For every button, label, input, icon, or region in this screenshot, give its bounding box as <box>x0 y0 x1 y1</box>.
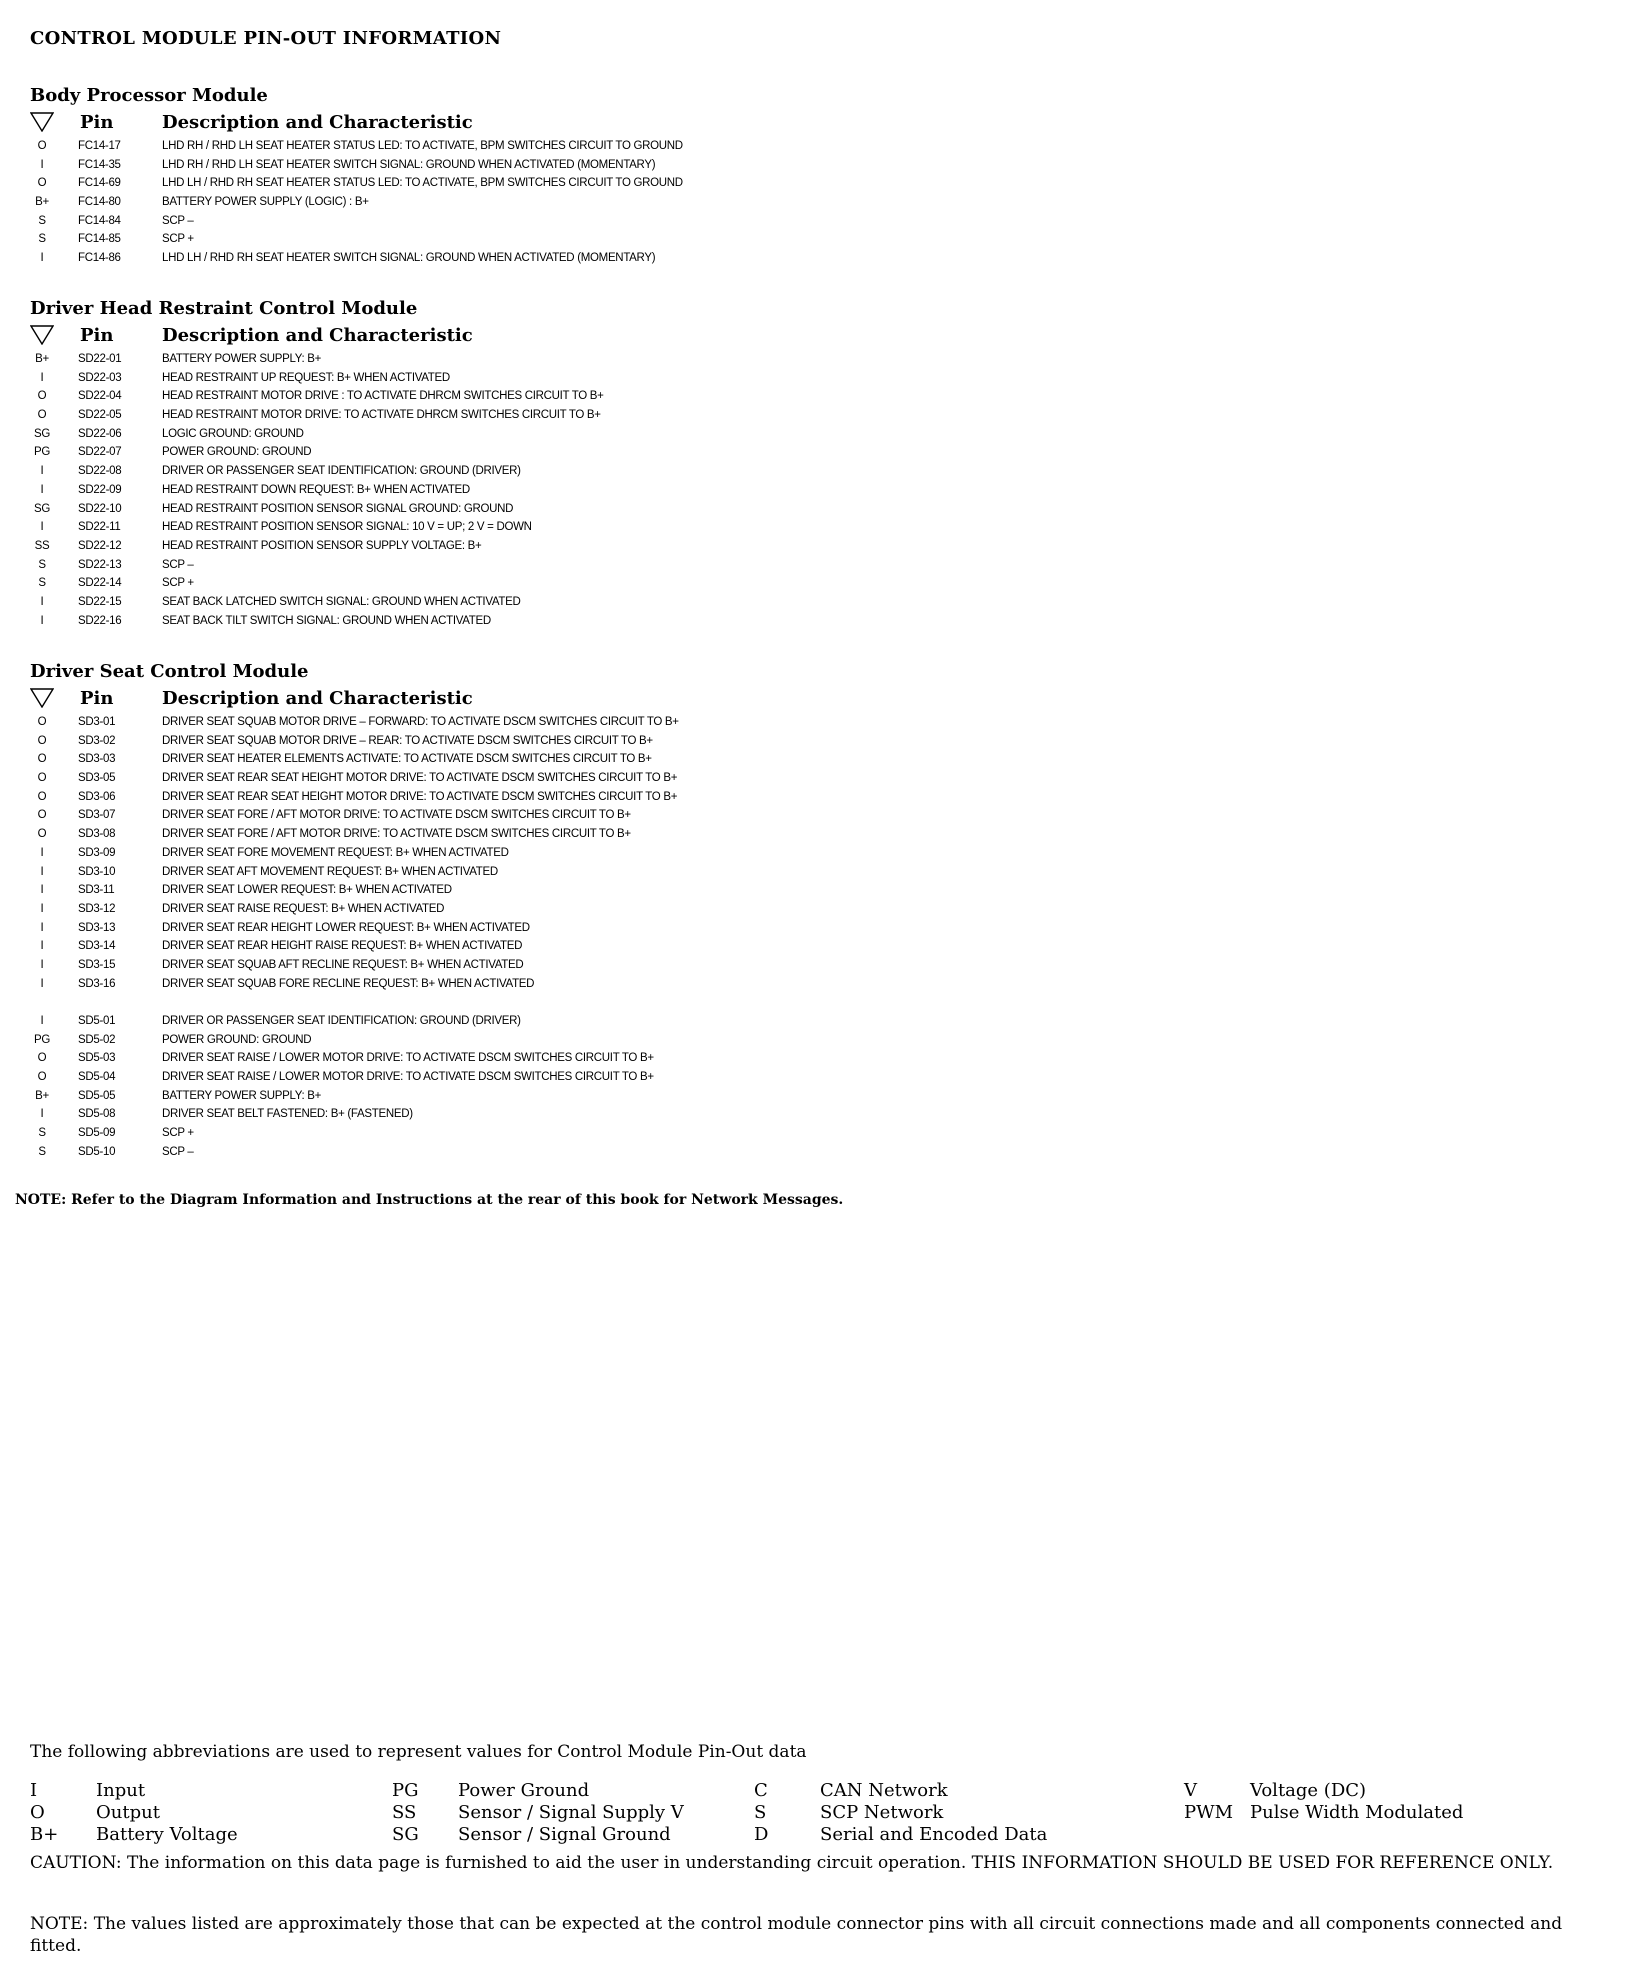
pin-type: O <box>37 716 47 728</box>
pin-number: SD22-14 <box>78 577 122 590</box>
pin-type: SG <box>33 502 50 515</box>
pin-type: S <box>38 233 46 246</box>
pin-type: O <box>37 809 47 822</box>
pin-description: SCP – <box>162 1145 194 1158</box>
pin-type: O <box>37 1052 47 1065</box>
pin-row <box>30 1105 1230 1124</box>
pin-row <box>30 156 1230 175</box>
pin-row <box>30 1087 1230 1106</box>
pin-type: O <box>37 790 47 803</box>
pin-description: HEAD RESTRAINT POSITION SENSOR SIGNAL: 10 V = UP; 2 V = DOWN <box>162 521 532 534</box>
pin-type: I <box>40 521 44 534</box>
pin-type: I <box>40 865 44 878</box>
pin-type: B+ <box>35 1089 49 1102</box>
module-title: Driver Head Restraint Control Module <box>30 298 418 319</box>
pin-row <box>30 956 1230 975</box>
abbreviation-code: SS <box>392 1802 417 1823</box>
pin-row <box>30 249 1230 268</box>
pin-table-header <box>30 109 1230 137</box>
pin-description: DRIVER OR PASSENGER SEAT IDENTIFICATION: GROUND (DRIVER) <box>162 1015 521 1027</box>
pin-type: I <box>40 595 44 608</box>
pin-number: SD3-16 <box>78 977 116 990</box>
pin-row <box>30 1049 1230 1068</box>
pin-number: SD5-09 <box>78 1127 116 1140</box>
module-title: Driver Seat Control Module <box>30 661 309 682</box>
pin-description: SCP + <box>162 577 194 590</box>
pin-column-header: Pin <box>80 325 114 346</box>
pin-type: S <box>38 1127 46 1140</box>
pin-number: SD5-02 <box>78 1033 116 1046</box>
module-section <box>30 659 1230 1162</box>
pin-row <box>30 612 1230 631</box>
pin-number: SD22-15 <box>78 595 122 608</box>
pin-row <box>30 193 1230 212</box>
pin-row <box>30 900 1230 919</box>
pin-row <box>30 593 1230 612</box>
pin-number: SD3-01 <box>78 716 116 728</box>
pin-row <box>30 1031 1230 1050</box>
pin-description: POWER GROUND: GROUND <box>162 446 312 459</box>
pin-type: I <box>40 371 44 384</box>
pin-number: SD3-05 <box>78 772 116 785</box>
pin-table-header <box>30 322 1230 350</box>
pin-type: O <box>37 177 47 190</box>
pin-row <box>30 212 1230 231</box>
pin-row <box>30 425 1230 444</box>
pin-description: SCP + <box>162 1127 194 1140</box>
pin-description: DRIVER SEAT RAISE REQUEST: B+ WHEN ACTIVATED <box>162 902 445 915</box>
pin-description: SCP – <box>162 558 194 571</box>
pin-number: SD3-14 <box>78 940 116 953</box>
pin-number: SD5-01 <box>78 1015 116 1027</box>
pin-number: SD5-03 <box>78 1052 116 1065</box>
pin-description: DRIVER SEAT FORE / AFT MOTOR DRIVE: TO ACTIVATE DSCM SWITCHES CIRCUIT TO B+ <box>162 828 631 841</box>
pin-number: FC14-86 <box>78 252 121 265</box>
pin-type: I <box>40 884 44 897</box>
pin-description: HEAD RESTRAINT POSITION SENSOR SUPPLY VOLTAGE: B+ <box>162 539 482 552</box>
pin-table-header <box>30 685 1230 713</box>
connector-triangle-icon <box>30 688 54 708</box>
pin-description: DRIVER SEAT SQUAB MOTOR DRIVE – REAR: TO ACTIVATE DSCM SWITCHES CIRCUIT TO B+ <box>162 734 653 747</box>
pin-number: SD3-12 <box>78 902 116 915</box>
values-note: NOTE: The values listed are approximately those that can be expected at the control module connector pins with all circuit connections made and all components connected and fitted. <box>30 1914 1563 1956</box>
pin-type: B+ <box>35 196 49 209</box>
pin-description: HEAD RESTRAINT POSITION SENSOR SIGNAL GROUND: GROUND <box>162 502 514 515</box>
pin-row <box>30 769 1230 788</box>
pin-number: SD22-13 <box>78 558 122 571</box>
pin-row <box>30 1068 1230 1087</box>
pin-number: FC14-35 <box>78 158 121 171</box>
pin-description: SCP – <box>162 214 194 227</box>
pin-number: SD3-09 <box>78 846 116 859</box>
pin-row <box>30 975 1230 994</box>
abbreviation-meaning: Power Ground <box>458 1780 590 1801</box>
pin-number: SD22-05 <box>78 409 122 422</box>
pin-number: SD3-13 <box>78 921 116 934</box>
pin-number: FC14-69 <box>78 177 121 190</box>
pin-type: SS <box>34 539 50 552</box>
abbreviation-code: SG <box>392 1824 419 1845</box>
module-section <box>30 296 1230 630</box>
pin-type: I <box>40 1015 44 1027</box>
network-note: NOTE: Refer to the Diagram Information and Instructions at the rear of this book for Network Messages. <box>15 1192 844 1208</box>
abbreviation-meaning: Battery Voltage <box>96 1824 238 1845</box>
abbreviation-code: V <box>1184 1780 1197 1801</box>
pin-row <box>30 732 1230 751</box>
pin-row <box>30 863 1230 882</box>
pin-description: DRIVER SEAT HEATER ELEMENTS ACTIVATE: TO ACTIVATE DSCM SWITCHES CIRCUIT TO B+ <box>162 753 652 766</box>
pin-number: SD22-03 <box>78 371 122 384</box>
pin-number: SD5-08 <box>78 1108 116 1121</box>
pin-description: HEAD RESTRAINT MOTOR DRIVE : TO ACTIVATE DHRCM SWITCHES CIRCUIT TO B+ <box>162 390 604 403</box>
pin-description: POWER GROUND: GROUND <box>162 1033 312 1046</box>
pin-row <box>30 174 1230 193</box>
abbreviation-meaning: Pulse Width Modulated <box>1250 1802 1464 1823</box>
pin-number: SD3-08 <box>78 828 116 841</box>
pin-description: SEAT BACK TILT SWITCH SIGNAL: GROUND WHEN ACTIVATED <box>162 614 491 627</box>
pin-row <box>30 574 1230 593</box>
description-column-header: Description and Characteristic <box>162 325 473 346</box>
pin-row <box>30 806 1230 825</box>
abbreviation-code: O <box>30 1802 45 1823</box>
pin-row <box>30 350 1230 369</box>
pin-number: SD22-11 <box>78 521 121 534</box>
pin-number: SD22-01 <box>78 353 122 365</box>
pin-number: SD5-05 <box>78 1089 116 1102</box>
abbreviation-code: I <box>30 1780 38 1801</box>
pin-row <box>30 1143 1230 1162</box>
pin-number: SD3-03 <box>78 753 116 766</box>
pin-type: I <box>40 940 44 953</box>
pin-type: I <box>40 483 44 496</box>
pin-type: PG <box>33 446 50 459</box>
pin-type: S <box>38 577 46 590</box>
page-title: CONTROL MODULE PIN-OUT INFORMATION <box>30 28 502 49</box>
abbreviation-meaning: Serial and Encoded Data <box>820 1824 1048 1845</box>
caution-text: CAUTION: The information on this data page is furnished to aid the user in understanding circuit operation. THIS INFORMATION SHOULD BE USED FOR REFERENCE ONLY. <box>30 1853 1554 1873</box>
pin-description: DRIVER SEAT BELT FASTENED: B+ (FASTENED) <box>162 1108 413 1121</box>
pin-row <box>30 1012 1230 1031</box>
pin-description: LHD LH / RHD RH SEAT HEATER SWITCH SIGNAL: GROUND WHEN ACTIVATED (MOMENTARY) <box>162 252 656 265</box>
abbreviation-meaning: Voltage (DC) <box>1250 1780 1367 1801</box>
pin-number: SD3-02 <box>78 734 116 747</box>
pin-description: DRIVER SEAT REAR SEAT HEIGHT MOTOR DRIVE: TO ACTIVATE DSCM SWITCHES CIRCUIT TO B+ <box>162 772 678 785</box>
pin-type: O <box>37 409 47 422</box>
abbreviation-meaning: Sensor / Signal Ground <box>458 1824 671 1845</box>
pin-number: SD3-07 <box>78 809 116 822</box>
pin-row <box>30 1124 1230 1143</box>
pin-description: LHD RH / RHD LH SEAT HEATER SWITCH SIGNAL: GROUND WHEN ACTIVATED (MOMENTARY) <box>162 158 656 171</box>
pin-type: O <box>37 1071 47 1084</box>
pin-description: LHD LH / RHD RH SEAT HEATER STATUS LED: TO ACTIVATE, BPM SWITCHES CIRCUIT TO GROUND <box>162 177 683 190</box>
pin-number: SD3-11 <box>78 884 115 897</box>
pin-type: O <box>37 772 47 785</box>
abbreviations-intro: The following abbreviations are used to represent values for Control Module Pin-Out data <box>30 1742 807 1762</box>
pin-type: S <box>38 558 46 571</box>
pin-type: I <box>40 1108 44 1121</box>
pin-description: LOGIC GROUND: GROUND <box>162 427 304 440</box>
abbreviation-meaning: SCP Network <box>820 1802 944 1823</box>
description-column-header: Description and Characteristic <box>162 688 473 709</box>
pin-row <box>30 919 1230 938</box>
pin-row <box>30 462 1230 481</box>
pin-row <box>30 137 1230 156</box>
pin-type: O <box>37 828 47 841</box>
pin-row <box>30 481 1230 500</box>
pin-type: S <box>38 1145 46 1158</box>
pin-description: DRIVER OR PASSENGER SEAT IDENTIFICATION: GROUND (DRIVER) <box>162 465 521 478</box>
pin-description: DRIVER SEAT SQUAB FORE RECLINE REQUEST: B+ WHEN ACTIVATED <box>162 977 535 990</box>
pin-number: FC14-84 <box>78 214 121 227</box>
pin-description: DRIVER SEAT LOWER REQUEST: B+ WHEN ACTIVATED <box>162 884 452 897</box>
pin-description: DRIVER SEAT FORE / AFT MOTOR DRIVE: TO ACTIVATE DSCM SWITCHES CIRCUIT TO B+ <box>162 809 631 822</box>
pin-type: I <box>40 921 44 934</box>
pin-column-header: Pin <box>80 112 114 133</box>
pin-row <box>30 537 1230 556</box>
pin-description: HEAD RESTRAINT MOTOR DRIVE: TO ACTIVATE DHRCM SWITCHES CIRCUIT TO B+ <box>162 409 601 422</box>
pin-row <box>30 518 1230 537</box>
abbreviation-code: B+ <box>30 1824 59 1845</box>
pin-type: O <box>37 140 47 152</box>
pin-type: I <box>40 252 44 265</box>
pin-number: SD5-04 <box>78 1071 116 1084</box>
pin-type: I <box>40 158 44 171</box>
abbreviation-meaning: Sensor / Signal Supply V <box>458 1802 684 1823</box>
pin-number: SD5-10 <box>78 1145 116 1158</box>
abbreviation-meaning: Output <box>96 1802 160 1823</box>
pin-number: SD22-10 <box>78 502 122 515</box>
pin-type: O <box>37 734 47 747</box>
pin-type: I <box>40 846 44 859</box>
abbreviation-code: PWM <box>1184 1802 1234 1823</box>
pin-description: SEAT BACK LATCHED SWITCH SIGNAL: GROUND WHEN ACTIVATED <box>162 595 521 608</box>
pin-description: DRIVER SEAT REAR HEIGHT LOWER REQUEST: B+ WHEN ACTIVATED <box>162 921 530 934</box>
pin-type: B+ <box>35 353 49 365</box>
pin-row <box>30 750 1230 769</box>
pin-row <box>30 387 1230 406</box>
pin-description: DRIVER SEAT FORE MOVEMENT REQUEST: B+ WHEN ACTIVATED <box>162 846 509 859</box>
pin-number: SD3-06 <box>78 790 116 803</box>
pin-row <box>30 406 1230 425</box>
pin-row <box>30 937 1230 956</box>
pin-row <box>30 230 1230 249</box>
pin-number: SD22-09 <box>78 483 122 496</box>
pin-row <box>30 844 1230 863</box>
pin-number: FC14-80 <box>78 196 121 209</box>
abbreviation-code: C <box>754 1780 768 1801</box>
pin-type: I <box>40 958 44 971</box>
description-column-header: Description and Characteristic <box>162 112 473 133</box>
pin-row <box>30 500 1230 519</box>
module-title: Body Processor Module <box>30 85 268 106</box>
pin-row <box>30 713 1230 732</box>
pin-description: LHD RH / RHD LH SEAT HEATER STATUS LED: TO ACTIVATE, BPM SWITCHES CIRCUIT TO GROUND <box>162 140 683 152</box>
pin-type: I <box>40 614 44 627</box>
pin-type: I <box>40 465 44 478</box>
pin-number: SD3-10 <box>78 865 116 878</box>
abbreviation-code: D <box>754 1824 769 1845</box>
abbreviation-meaning: CAN Network <box>820 1780 948 1801</box>
pin-number: SD22-07 <box>78 446 122 459</box>
pin-number: SD22-16 <box>78 614 122 627</box>
pin-row <box>30 556 1230 575</box>
pin-description: DRIVER SEAT SQUAB MOTOR DRIVE – FORWARD: TO ACTIVATE DSCM SWITCHES CIRCUIT TO B+ <box>162 716 679 728</box>
pin-number: SD3-15 <box>78 958 116 971</box>
pin-number: SD22-06 <box>78 427 122 440</box>
pin-description: SCP + <box>162 233 194 246</box>
pin-number: SD22-04 <box>78 390 122 403</box>
pin-number: SD22-08 <box>78 465 122 478</box>
pin-row <box>30 881 1230 900</box>
pin-column-header: Pin <box>80 688 114 709</box>
pin-description: BATTERY POWER SUPPLY: B+ <box>162 353 322 365</box>
pin-number: FC14-17 <box>78 140 121 152</box>
pin-description: DRIVER SEAT REAR SEAT HEIGHT MOTOR DRIVE: TO ACTIVATE DSCM SWITCHES CIRCUIT TO B+ <box>162 790 678 803</box>
connector-triangle-icon <box>30 325 54 345</box>
pin-row <box>30 369 1230 388</box>
abbreviation-meaning: Input <box>96 1780 146 1801</box>
pin-description: DRIVER SEAT RAISE / LOWER MOTOR DRIVE: TO ACTIVATE DSCM SWITCHES CIRCUIT TO B+ <box>162 1052 654 1065</box>
pin-type: SG <box>33 427 50 440</box>
pin-type: PG <box>33 1033 50 1046</box>
pin-type: I <box>40 977 44 990</box>
pin-row <box>30 825 1230 844</box>
pin-type: O <box>37 390 47 403</box>
pin-row <box>30 788 1230 807</box>
pin-description: BATTERY POWER SUPPLY (LOGIC) : B+ <box>162 196 369 209</box>
pin-number: SD22-12 <box>78 539 122 552</box>
pin-description: DRIVER SEAT SQUAB AFT RECLINE REQUEST: B+ WHEN ACTIVATED <box>162 958 524 971</box>
pin-row <box>30 443 1230 462</box>
pin-number: FC14-85 <box>78 233 121 246</box>
pin-type: O <box>37 753 47 766</box>
pin-description: DRIVER SEAT RAISE / LOWER MOTOR DRIVE: TO ACTIVATE DSCM SWITCHES CIRCUIT TO B+ <box>162 1071 654 1084</box>
pin-description: HEAD RESTRAINT DOWN REQUEST: B+ WHEN ACTIVATED <box>162 483 470 496</box>
pin-description: BATTERY POWER SUPPLY: B+ <box>162 1089 322 1102</box>
group-spacer <box>30 993 1230 1012</box>
pin-type: S <box>38 214 46 227</box>
abbreviation-code: S <box>754 1802 767 1823</box>
connector-triangle-icon <box>30 112 54 132</box>
module-section <box>30 83 1230 268</box>
abbreviation-code: PG <box>392 1780 419 1801</box>
pin-description: HEAD RESTRAINT UP REQUEST: B+ WHEN ACTIVATED <box>162 371 450 384</box>
pin-description: DRIVER SEAT REAR HEIGHT RAISE REQUEST: B+ WHEN ACTIVATED <box>162 940 523 953</box>
pin-type: I <box>40 902 44 915</box>
pin-description: DRIVER SEAT AFT MOVEMENT REQUEST: B+ WHEN ACTIVATED <box>162 865 498 878</box>
